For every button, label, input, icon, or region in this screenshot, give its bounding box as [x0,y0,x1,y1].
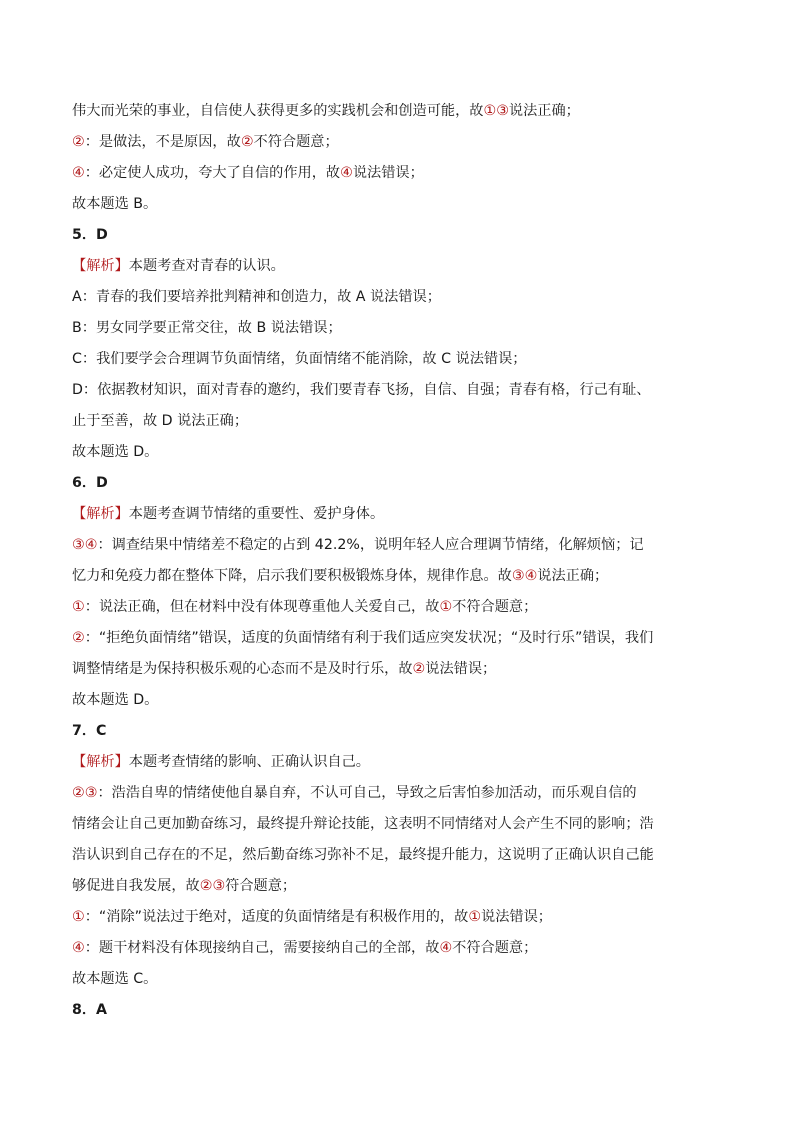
option-marker: ② [240,134,254,150]
text-line: A：青春的我们要培养批判精神和创造力，故 A 说法错误； [72,289,441,305]
option-marker: ④ [84,537,98,553]
option-marker: ① [468,909,482,925]
option-marker: ③ [84,785,98,801]
text-line: 够促进自我发展，故②③符合题意； [72,878,297,894]
text-line: ②③：浩浩自卑的情绪使他自暴自弃，不认可自己，导致之后害怕参加活动，而乐观自信的 [72,785,637,801]
option-marker: ② [199,878,213,894]
text-line: 【解析】本题考查调节情绪的重要性、爱护身体。 [72,506,385,522]
text-line: 【解析】本题考查对青春的认识。 [72,258,285,274]
option-marker: ③ [496,103,509,119]
option-marker: ② [72,630,85,646]
text-line: 浩认识到自己存在的不足，然后勤奋练习弥补不足，最终提升能力，这说明了正确认识自己能 [72,847,654,863]
option-marker: ④ [340,165,353,181]
option-marker: ① [439,599,453,615]
option-marker: ④ [524,568,538,584]
text-line: ①：“消除”说法过于绝对，适度的负面情绪是有积极作用的，故①说法错误； [72,909,552,925]
text-line: ④：必定使人成功，夸大了自信的作用，故④说法错误； [72,165,424,181]
text-line: 忆力和免疫力都在整体下降，启示我们要积极锻炼身体，规律作息。故③④说法正确； [72,568,609,584]
option-marker: ② [72,785,85,801]
option-marker: ② [72,134,85,150]
option-marker: ③ [212,878,226,894]
analysis-label: 【解析】 [72,258,129,274]
text-line: B：男女同学要正常交往，故 B 说法错误； [72,320,342,336]
text-line: 故本题选 B。 [72,196,158,212]
text-line: ②：“拒绝负面情绪”错误，适度的负面情绪有利于我们适应突发状况；“及时行乐”错误，我们 [72,630,654,646]
text-line: D：依据教材知识，面对青春的邀约，我们要青春飞扬，自信、自强；青春有格，行己有耻、 [72,382,651,398]
question-answer-heading: 6．D [72,475,108,491]
option-marker: ① [72,909,85,925]
question-answer-heading: 5．D [72,227,108,243]
analysis-label: 【解析】 [72,506,129,522]
analysis-label: 【解析】 [72,754,129,770]
text-line: ②：是做法，不是原因，故②不符合题意； [72,134,339,150]
option-marker: ④ [72,940,85,956]
text-line: 调整情绪是为保持积极乐观的心态而不是及时行乐，故②说法错误； [72,661,497,677]
question-answer-heading: 8．A [72,1002,108,1018]
option-marker: ④ [72,165,85,181]
option-marker: ② [412,661,426,677]
text-line: C：我们要学会合理调节负面情绪，负面情绪不能消除，故 C 说法错误； [72,351,527,367]
option-marker: ③ [72,537,85,553]
text-line: 故本题选 C。 [72,971,158,987]
text-line: ④：题干材料没有体现接纳自己，需要接纳自己的全部，故④不符合题意； [72,940,538,956]
option-marker: ① [72,599,85,615]
text-line: ①：说法正确，但在材料中没有体现尊重他人关爱自己，故①不符合题意； [72,599,538,615]
text-line: 故本题选 D。 [72,692,159,708]
text-line: 情绪会让自己更加勤奋练习，最终提升辩论技能，这表明不同情绪对人会产生不同的影响；浩 [72,816,654,832]
option-marker: ④ [439,940,453,956]
answer-explanation-body [72,96,732,1026]
option-marker: ③ [511,568,525,584]
text-line: 伟大而光荣的事业，自信使人获得更多的实践机会和创造可能，故①③说法正确； [72,103,580,119]
text-line: 止于至善，故 D 说法正确； [72,413,249,429]
text-line: ③④：调查结果中情绪差不稳定的占到 42.2%，说明年轻人应合理调节情绪，化解烦恼；记 [72,537,644,553]
text-line: 【解析】本题考查情绪的影响、正确认识自己。 [72,754,370,770]
question-answer-heading: 7．C [72,723,107,739]
text-line: 故本题选 D。 [72,444,159,460]
option-marker: ① [483,103,497,119]
